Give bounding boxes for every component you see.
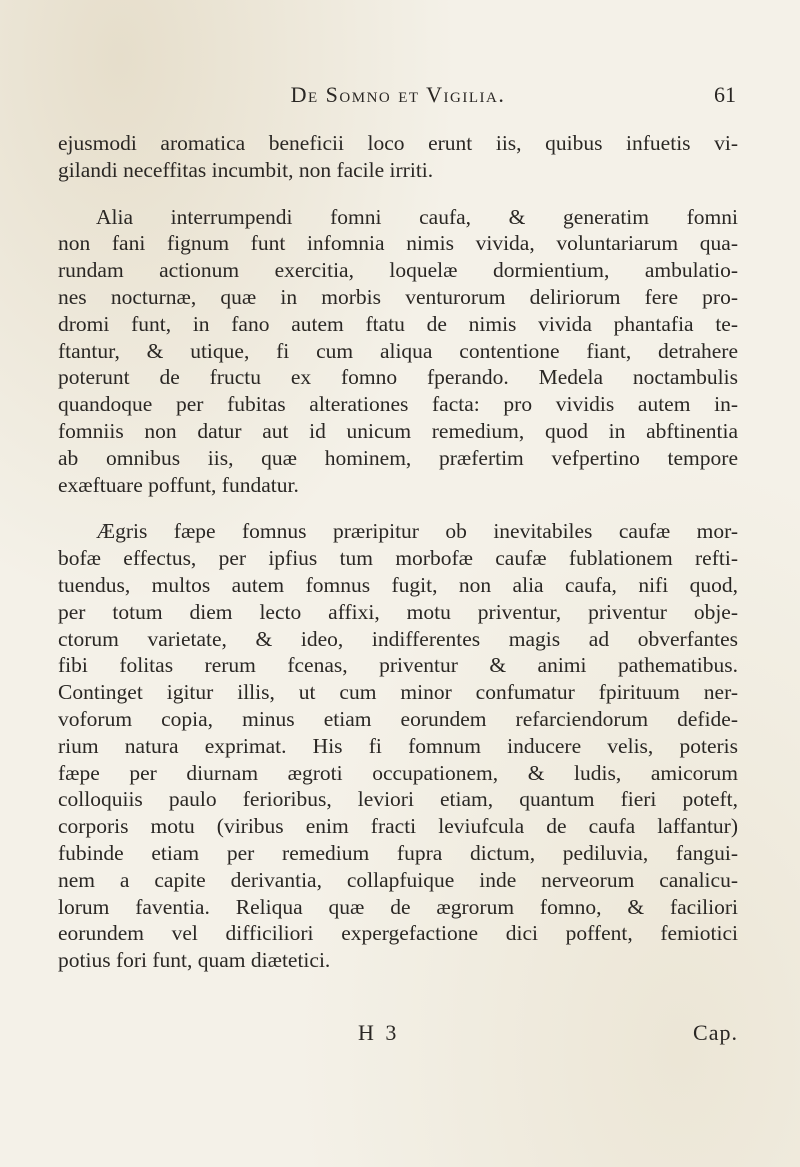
text-line: exæftuare poffunt, fundatur. (58, 472, 299, 497)
text-line: nes nocturnæ, quæ in morbis venturorum deliriorum fere pro- (58, 284, 738, 309)
text-line: fubinde etiam per remedium fupra dictum, pediluvia, fangui- (58, 840, 738, 865)
text-line: Alia interrumpendi fomni caufa, & generatim fomni (96, 204, 738, 229)
paragraph-2 (58, 204, 738, 499)
text-line: per totum diem lecto affixi, motu priventur, priventur obje- (58, 599, 738, 624)
paragraph-gap (58, 184, 738, 204)
page-footer (58, 1020, 738, 1050)
text-line: Continget igitur illis, ut cum minor confumatur fpirituum ner- (58, 680, 738, 705)
text-line: nem a capite derivantia, collapfuique inde nerveorum canalicu- (58, 867, 738, 892)
text-line: fibi folitas rerum fcenas, priventur & animi pathematibus. (58, 653, 738, 678)
text-line: voforum copia, minus etiam eorundem refarciendorum defide- (58, 706, 738, 731)
text-line: non fani fignum funt infomnia nimis vivida, voluntariarum qua- (58, 231, 738, 256)
text-line: Ægris fæpe fomnus præripitur ob inevitabiles caufæ mor- (96, 519, 738, 544)
paragraph-gap (58, 498, 738, 518)
catchword: Cap. (693, 1020, 738, 1045)
text-line: quandoque per fubitas alterationes facta: pro vividis autem in- (58, 392, 738, 417)
text-line: fomniis non datur aut id unicum remedium, quod in abftinentia (58, 418, 738, 443)
text-line: corporis motu (viribus enim fracti leviufcula de caufa laffantur) (58, 814, 738, 839)
text-line: ejusmodi aromatica beneficii loco erunt iis, quibus infuetis vi- (58, 131, 738, 155)
running-header (60, 82, 736, 112)
paragraph-3 (58, 518, 738, 974)
text-line: ftantur, & utique, fi cum aliqua contentione fiant, detrahere (58, 338, 738, 363)
text-line: fæpe per diurnam ægroti occupationem, & ludis, amicorum (58, 760, 738, 785)
text-line: tuendus, multos autem fomnus fugit, non alia caufa, nifi quod, (58, 572, 738, 597)
text-line: colloquiis paulo ferioribus, leviori etiam, quantum fieri poteft, (58, 787, 738, 812)
text-line: poterunt de fructu ex fomno fperando. Medela noctambulis (58, 365, 738, 390)
body-text (58, 130, 738, 974)
text-line: lorum faventia. Reliqua quæ de ægrorum fomno, & faciliori (58, 894, 738, 919)
signature-mark: H 3 (358, 1020, 400, 1045)
page-number: 61 (714, 82, 736, 107)
text-line: dromi funt, in fano autem ftatu de nimis vivida phantafia te- (58, 311, 738, 336)
text-line: gilandi neceffitas incumbit, non facile irriti. (58, 157, 434, 182)
text-line: bofæ effectus, per ipfius tum morbofæ caufæ fublationem refti- (58, 546, 738, 571)
paragraph-1 (58, 130, 738, 184)
text-line: potius fori funt, quam diætetici. (58, 948, 331, 973)
text-line: eorundem vel difficiliori expergefactione dici poffent, femiotici (58, 921, 738, 946)
text-line: rundam actionum exercitia, loquelæ dormientium, ambulatio- (58, 258, 738, 283)
text-line: ab omnibus iis, quæ hominem, præfertim vefpertino tempore (58, 445, 738, 470)
text-line: ctorum varietate, & ideo, indifferentes magis ad obverfantes (58, 626, 738, 651)
text-line: rium natura exprimat. His fi fomnum inducere velis, poteris (58, 733, 738, 758)
running-title: De Somno et Vigilia. (290, 82, 506, 107)
